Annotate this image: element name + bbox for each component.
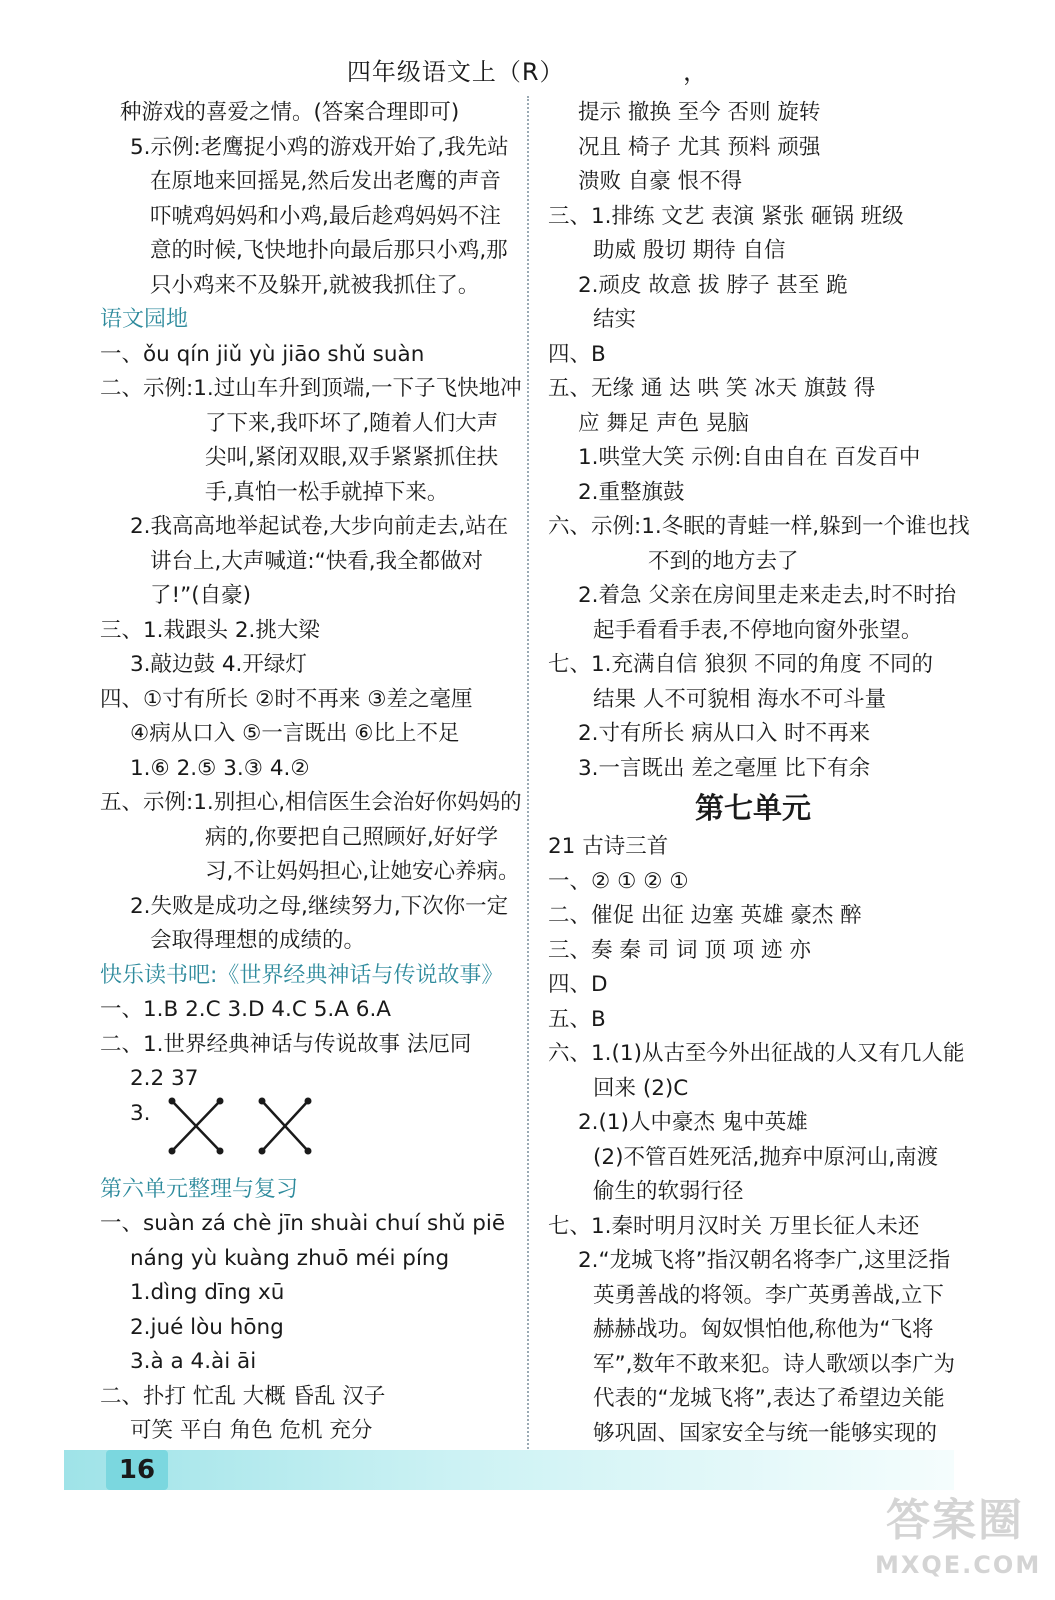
- header-mark: ，: [683, 58, 709, 86]
- answer-line: 意的时候,飞快地扑向最后那只小鸡,那: [150, 238, 508, 263]
- column-divider: [527, 96, 529, 1456]
- answer-line: 1.dìng dīng xū: [130, 1280, 285, 1305]
- answer-line: 一、ǒu qín jiǔ yù jiāo shǔ suàn: [100, 341, 425, 367]
- answer-line: (2)不管百姓死活,抛弃中原河山,南渡: [593, 1144, 939, 1170]
- answer-line: 2.jué lòu hōng: [130, 1314, 284, 1340]
- answer-line: 二、催促 出征 边塞 英雄 豪杰 醉: [548, 903, 862, 928]
- answer-line: 四、B: [548, 341, 606, 367]
- answer-line: 偷生的软弱行径: [593, 1179, 744, 1204]
- matching-lines-icon: [150, 1097, 340, 1155]
- answer-line: 结果 人不可貌相 海水不可斗量: [593, 686, 887, 712]
- answer-line: 2.重整旗鼓: [578, 479, 685, 505]
- page-number: 16: [106, 1450, 168, 1490]
- answer-line: 结实: [593, 307, 637, 332]
- answer-line: 五、示例:1.别担心,相信医生会治好你妈妈的: [100, 790, 522, 815]
- watermark-line1: 答案圈: [886, 1495, 1024, 1546]
- answer-line: 七、1.秦时明月汉时关 万里长征人未还: [548, 1213, 920, 1239]
- answer-line: 三、奏 秦 司 词 顶 项 迹 亦: [548, 937, 811, 963]
- answer-line: 二、扑打 忙乱 大概 昏乱 汉子: [100, 1383, 386, 1409]
- answer-line: 助威 殷切 期待 自信: [593, 238, 786, 263]
- answer-line: 1.⑥ 2.⑤ 3.③ 4.②: [130, 755, 310, 781]
- answer-line: 会取得理想的成绩的。: [150, 928, 366, 953]
- answer-line: 溃败 自豪 恨不得: [578, 169, 743, 194]
- answer-line: 军”,数年不敢来犯。诗人歌颂以李广为: [593, 1351, 955, 1377]
- header-title: 四年级语文上（R）: [346, 58, 565, 86]
- answer-line: 二、示例:1.过山车升到顶端,一下子飞快地冲: [100, 376, 522, 401]
- answer-line: 种游戏的喜爱之情。(答案合理即可): [120, 100, 460, 125]
- answer-line: 只小鸡来不及躲开,就被我抓住了。: [150, 272, 480, 298]
- unit-title: 第七单元: [694, 791, 811, 825]
- answer-line: 一、1.B 2.C 3.D 4.C 5.A 6.A: [100, 997, 391, 1022]
- answer-line: 五、无缘 通 达 哄 笑 冰天 旗鼓 得: [548, 376, 876, 401]
- answer-line: 提示 撤换 至今 否则 旋转: [578, 100, 821, 125]
- answer-line: 习,不让妈妈担心,让她安心养病。: [205, 859, 520, 884]
- watermark-logo: [875, 1492, 1042, 1588]
- section-heading: 快乐读书吧:《世界经典神话与传说故事》: [100, 962, 504, 988]
- answer-line: 2.失败是成功之母,继续努力,下次你一定: [130, 893, 509, 919]
- answer-line: 况且 椅子 尤其 预料 顽强: [578, 134, 821, 160]
- answer-line: 2.(1)人中豪杰 鬼中英雄: [578, 1110, 808, 1135]
- answer-line: 起手看看手表,不停地向窗外张望。: [593, 617, 923, 643]
- answer-line: 3.一言既出 差之毫厘 比下有余: [578, 755, 871, 781]
- answer-line: 六、1.(1)从古至今外出征战的人又有几人能: [548, 1041, 965, 1066]
- answer-line: náng yù kuàng zhuō méi píng: [130, 1245, 450, 1271]
- answer-line: 了下来,我吓坏了,随着人们大声: [205, 410, 499, 436]
- answer-line: 应 舞足 声色 晃脑: [578, 410, 750, 436]
- answer-line: 2.我高高地举起试卷,大步向前走去,站在: [130, 514, 509, 539]
- answer-line: 可笑 平白 角色 危机 充分: [130, 1418, 373, 1443]
- answer-line: 5.示例:老鹰捉小鸡的游戏开始了,我先站: [130, 134, 509, 160]
- answer-line: 六、示例:1.冬眠的青蛙一样,躲到一个谁也找: [548, 514, 970, 539]
- answer-line: 2.寸有所长 病从口入 时不再来: [578, 721, 871, 746]
- answer-line: 尖叫,紧闭双眼,双手紧紧抓住扶: [205, 445, 499, 470]
- answer-line: 三、1.栽跟头 2.挑大梁: [100, 617, 320, 643]
- answer-line: 病的,你要把自己照顾好,好好学: [205, 824, 499, 850]
- answer-line: 21 古诗三首: [548, 834, 669, 859]
- answer-line: 吓唬鸡妈妈和小鸡,最后趁鸡妈妈不注: [150, 203, 501, 229]
- answer-line: 七、1.充满自信 狼狈 不同的角度 不同的: [548, 652, 934, 677]
- answer-line: 3.: [130, 1100, 151, 1126]
- watermark-line2: MXQE.COM: [875, 1551, 1042, 1579]
- answer-line: 英勇善战的将领。李广英勇善战,立下: [593, 1282, 944, 1308]
- answer-line: 在原地来回摇晃,然后发出老鹰的声音: [150, 169, 501, 194]
- footer-bar: [64, 1450, 954, 1490]
- answer-line: 四、①寸有所长 ②时不再来 ③差之毫厘: [100, 686, 473, 712]
- answer-line: 四、D: [548, 972, 608, 997]
- answer-line: 赫赫战功。匈奴惧怕他,称他为“飞将: [593, 1317, 934, 1342]
- answer-line: 代表的“龙城飞将”,表达了希望边关能: [593, 1386, 945, 1411]
- section-heading: 第六单元整理与复习: [100, 1176, 299, 1202]
- answer-line: 2.2 37: [130, 1066, 199, 1091]
- answer-line: 了!”(自豪): [150, 583, 252, 608]
- answer-line: 二、1.世界经典神话与传说故事 法厄同: [100, 1031, 472, 1057]
- answer-line: 讲台上,大声喊道:“快看,我全都做对: [150, 548, 484, 574]
- answer-line: 不到的地方去了: [648, 548, 799, 574]
- answer-line: 3.à a 4.ài āi: [130, 1349, 257, 1374]
- answer-line: ④病从口入 ⑤一言既出 ⑥比上不足: [130, 721, 460, 746]
- answer-line: 1.哄堂大笑 示例:自由自在 百发百中: [578, 445, 921, 470]
- answer-line: 2.着急 父亲在房间里走来走去,时不时抬: [578, 583, 957, 608]
- answer-line: 2.顽皮 故意 拔 脖子 甚至 跪: [578, 272, 848, 298]
- answer-line: 手,真怕一松手就掉下来。: [205, 479, 449, 505]
- page-header: [0, 52, 1055, 87]
- section-heading: 语文园地: [100, 307, 189, 332]
- answer-line: 五、B: [548, 1006, 606, 1032]
- answer-line: 回来 (2)C: [593, 1075, 689, 1101]
- answer-line: 一、suàn zá chè jīn shuài chuí shǔ piē: [100, 1211, 506, 1236]
- answer-line: 2.“龙城飞将”指汉朝名将李广,这里泛指: [578, 1248, 951, 1273]
- answer-line: 三、1.排练 文艺 表演 紧张 砸锅 班级: [548, 203, 904, 229]
- answer-line: 一、② ① ② ①: [548, 868, 689, 894]
- answer-line: 够巩固、国家安全与统一能够实现的: [593, 1420, 938, 1446]
- answer-line: 3.敲边鼓 4.开绿灯: [130, 652, 307, 677]
